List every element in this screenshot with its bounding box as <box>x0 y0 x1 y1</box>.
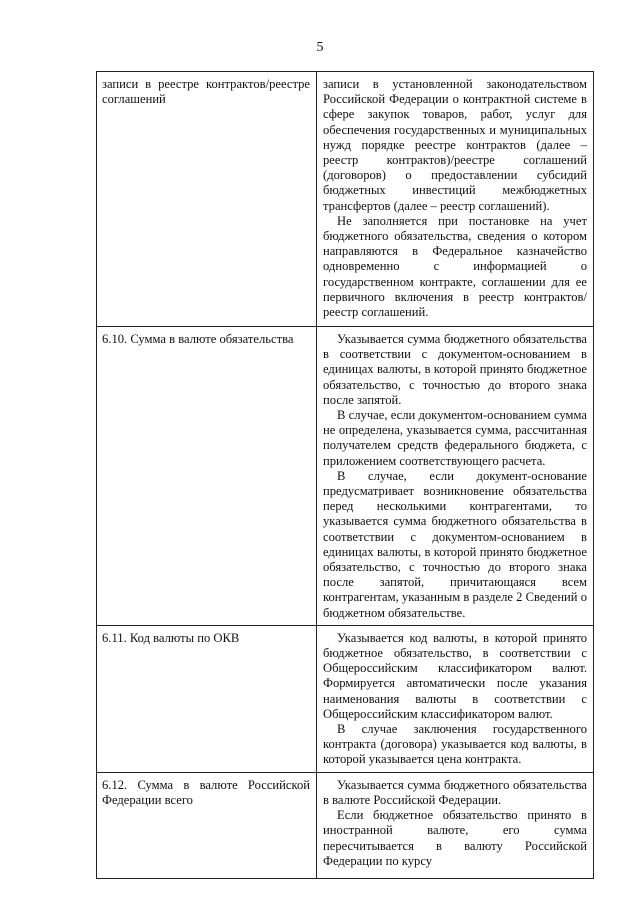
table-row <box>97 625 594 772</box>
description-paragraph: В случае, если документ-основание предусматривает возникновение обязательства перед несколькими контрагентами, то указывается сумма бюджетного обязательства в соответствии с документом-основанием в единицах валюты, в которой принято бюджетное обязательство, с точностью до второго знака после запятой, причитающаяся всем контрагентам, указанным в разделе 2 Сведений о бюджетном обязательстве. <box>323 468 587 620</box>
page-number: 5 <box>316 40 324 55</box>
description-paragraph: записи в установленной законодательством Российской Федерации о контрактной системе в сфере закупок товаров, работ, услуг для обеспечения государственных и муниципальных нужд порядке реестре контрактов (далее – реестр контрактов)/реестре соглашений (договоров) о предоставлении субсидий бюджетных инвестиций межбюджетных трансфертов (далее – реестр соглашений). <box>323 77 587 213</box>
table-row <box>97 772 594 878</box>
table-row <box>97 72 594 327</box>
table-row <box>97 327 594 626</box>
description-paragraph: Указывается сумма бюджетного обязательства в валюте Российской Федерации. <box>323 777 587 807</box>
description-cell <box>317 772 594 878</box>
description-cell <box>317 72 594 327</box>
description-paragraph: Указывается код валюты, в которой принято бюджетное обязательство, в соответствии с Общероссийским классификатором валют. Формируется автоматически после указания наименования валюты в соответствии с Общероссийским классификатором валют. <box>323 630 587 721</box>
field-name-cell <box>97 772 317 878</box>
field-name: 6.12. Сумма в валюте Российской Федерации всего <box>102 777 310 807</box>
description-paragraph: В случае, если документом-основанием сумма не определена, указывается сумма, рассчитанная получателем средств федерального бюджета, с приложением соответствующего расчета. <box>323 408 587 468</box>
description-cell <box>317 625 594 772</box>
description-cell <box>317 327 594 626</box>
requirements-table <box>96 71 594 879</box>
field-name: записи в реестре контрактов/реестре соглашений <box>102 77 310 107</box>
field-name-cell <box>97 625 317 772</box>
description-paragraph: Если бюджетное обязательство принято в иностранной валюте, его сумма пересчитывается в валюту Российской Федерации по курсу <box>323 808 587 868</box>
description-paragraph: В случае заключения государственного контракта (договора) указывается код валюты, в которой указывается цена контракта. <box>323 722 587 767</box>
field-name: 6.10. Сумма в валюте обязательства <box>102 332 294 346</box>
field-name-cell <box>97 72 317 327</box>
description-paragraph: Не заполняется при постановке на учет бюджетного обязательства, сведения о котором направляются в Федеральное казначейство одновременно с информацией о государственном контракте, соглашении для ее первичного включения в реестр контрактов/реестр соглашений. <box>323 213 587 320</box>
field-name: 6.11. Код валюты по ОКВ <box>102 630 240 645</box>
description-paragraph: Указывается сумма бюджетного обязательства в соответствии с документом-основанием в единицах валюты, в которой принято бюджетное обязательство, с точностью до второго знака после запятой. <box>323 332 587 407</box>
field-name-cell <box>97 327 317 626</box>
